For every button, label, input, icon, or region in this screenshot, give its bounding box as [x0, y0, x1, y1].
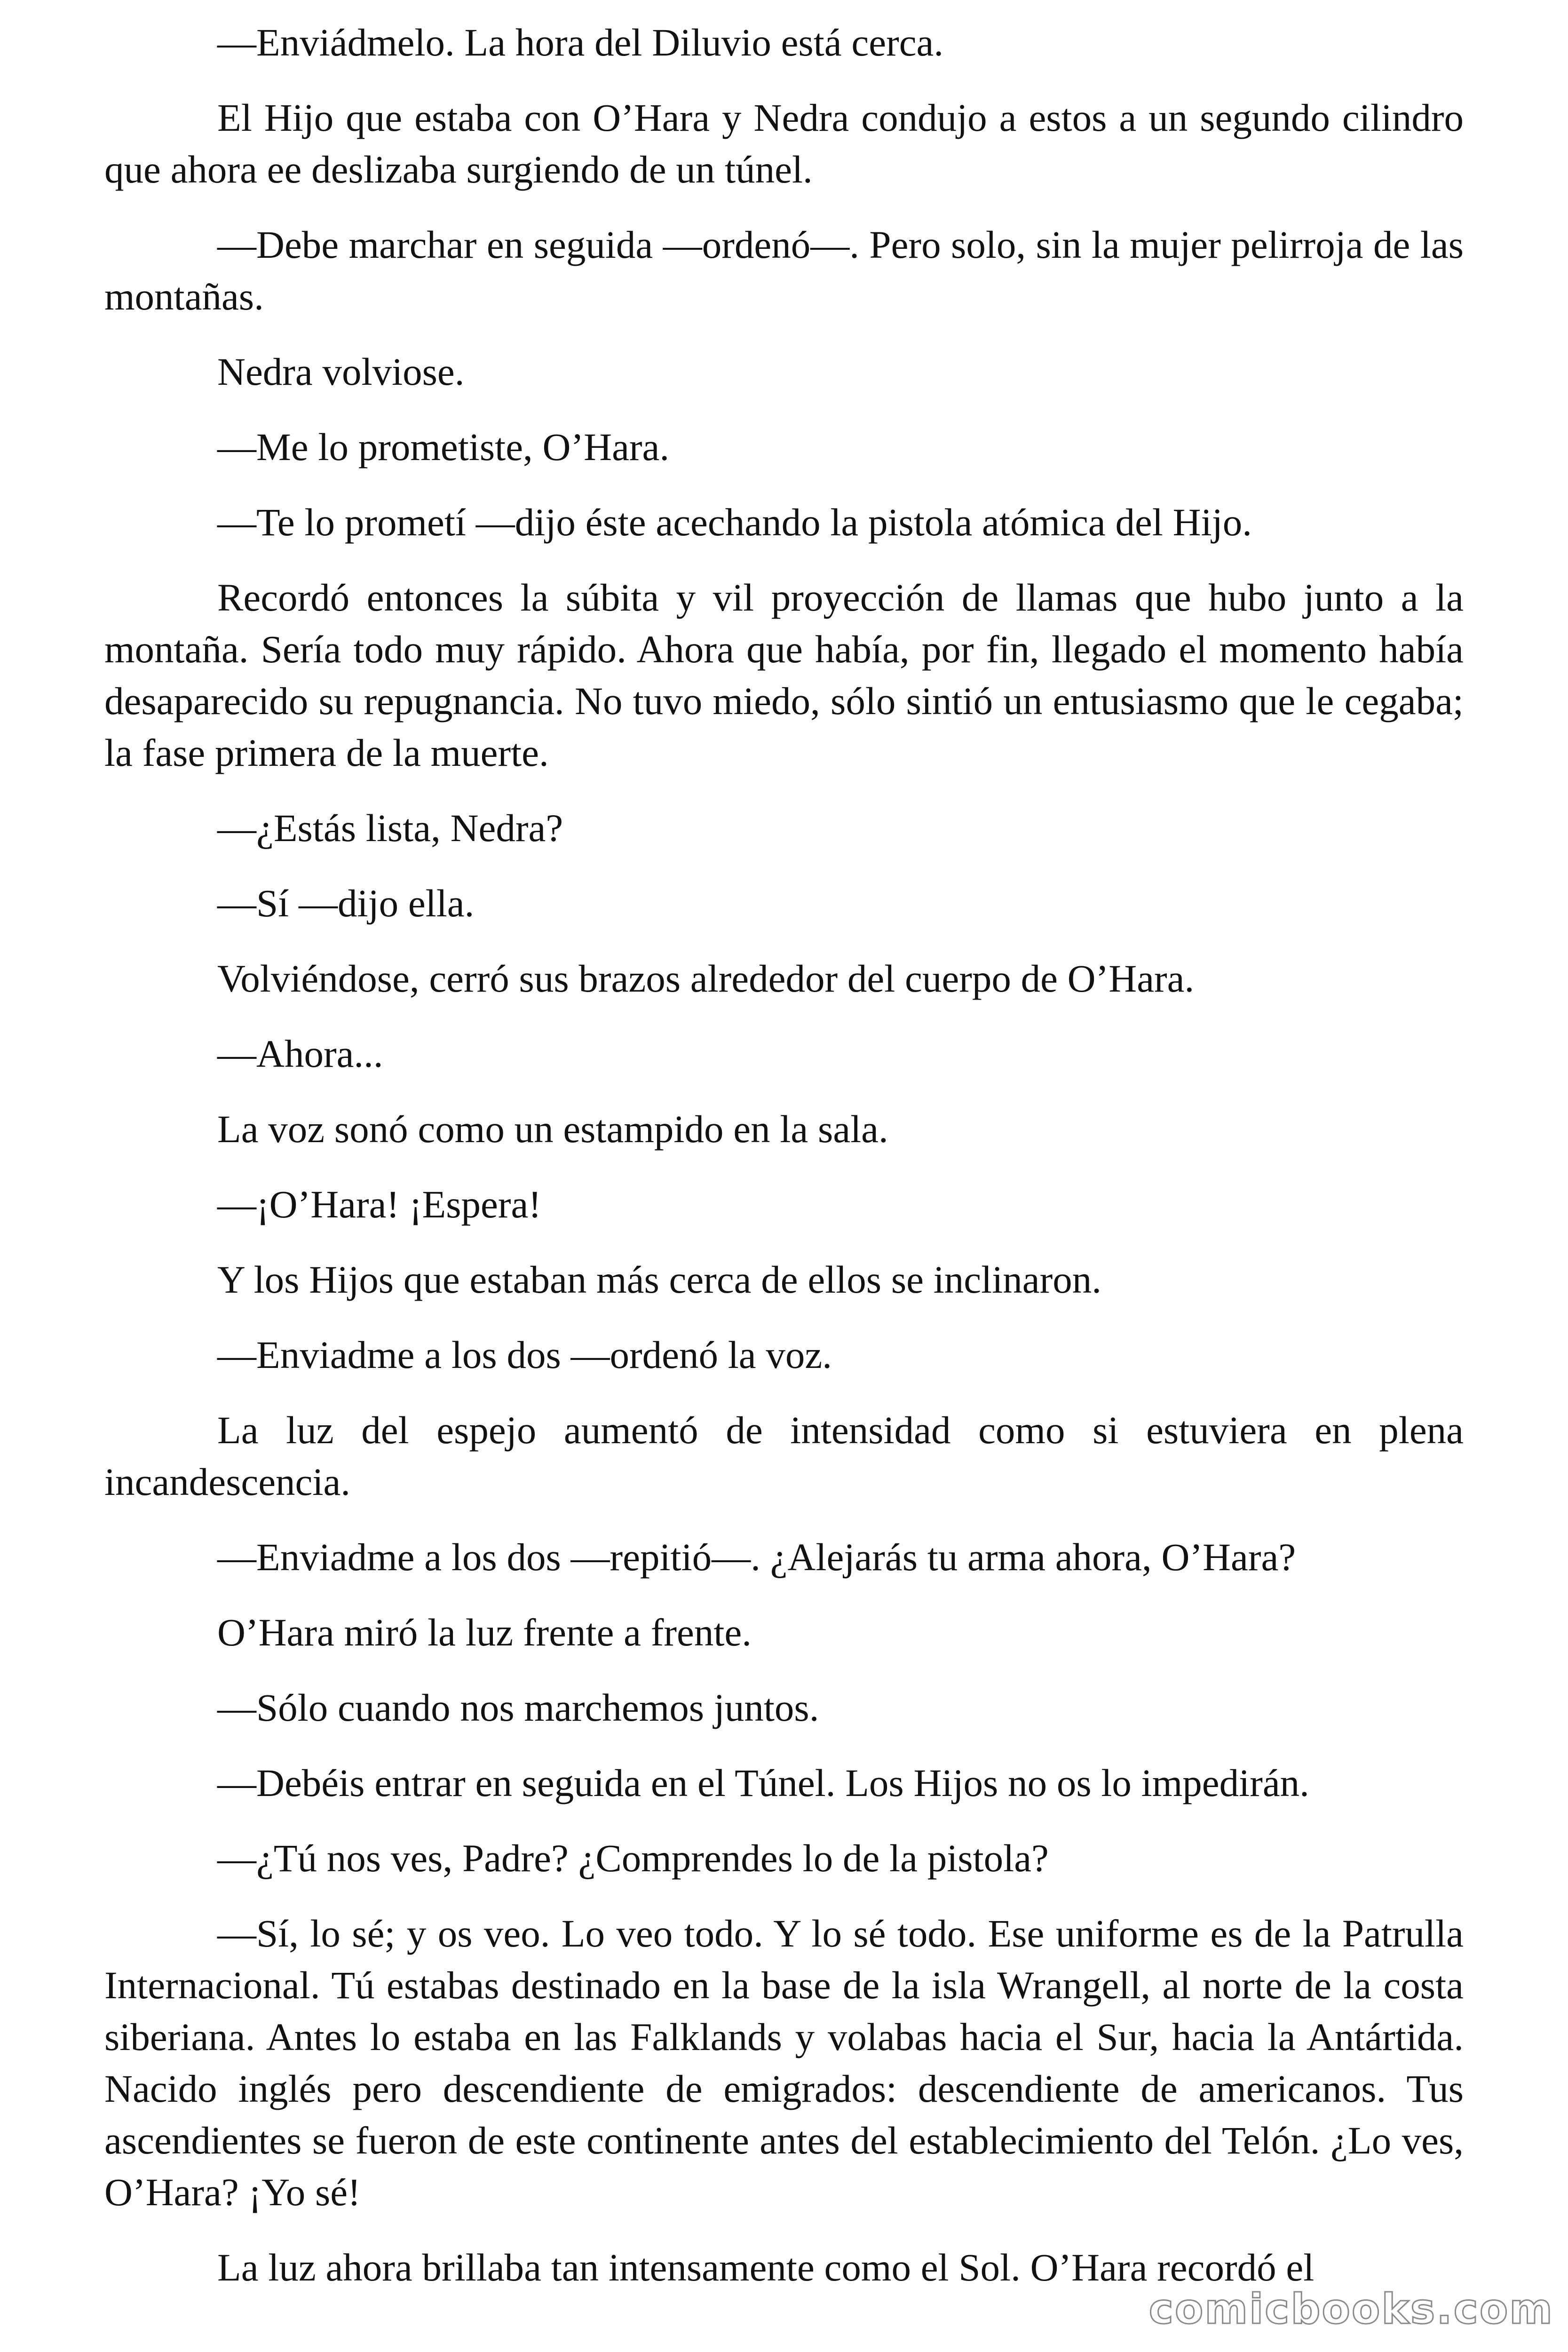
paragraph: La luz ahora brillaba tan intensamente como el Sol. O’Hara recordó el: [217, 2246, 1315, 2289]
paragraph: O’Hara miró la luz frente a frente.: [217, 1611, 752, 1654]
paragraph: Recordó entonces la súbita y vil proyección de llamas que hubo junto a la montaña. Sería todo muy rápido. Ahora que había, por fin, llegado el momento había desaparecido su repugnancia. No tuvo miedo, sólo sintió un entusiasmo que le cegaba; la fase primera de la muerte.: [104, 576, 1464, 774]
paragraph: —Enviádmelo. La hora del Diluvio está cerca.: [217, 21, 944, 64]
paragraph: —¿Tú nos ves, Padre? ¿Comprendes lo de la pistola?: [217, 1836, 1049, 1880]
paragraph: La luz del espejo aumentó de intensidad como si estuviera en plena incandescencia.: [104, 1408, 1464, 1503]
paragraph: —Te lo prometí —dijo éste acechando la pistola atómica del Hijo.: [217, 501, 1252, 544]
paragraph: El Hijo que estaba con O’Hara y Nedra condujo a estos a un segundo cilindro que ahora ee deslizaba surgiendo de un túnel.: [104, 96, 1464, 191]
paragraph: —Sólo cuando nos marchemos juntos.: [217, 1686, 819, 1729]
paragraph: —Sí, lo sé; y os veo. Lo veo todo. Y lo sé todo. Ese uniforme es de la Patrulla Internacional. Tú estabas destinado en la base de la isla Wrangell, al norte de la costa siberiana. Antes lo estaba en las Falklands y volabas hacia el Sur, hacia la Antártida. Nacido inglés pero descendiente de emigrados: descendiente de americanos. Tus ascendientes se fueron de este continente antes del establecimiento del Telón. ¿Lo ves, O’Hara? ¡Yo sé!: [104, 1912, 1464, 2214]
paragraph: —Enviadme a los dos —repitió—. ¿Alejarás tu arma ahora, O’Hara?: [217, 1535, 1296, 1579]
paragraph: —¿Estás lista, Nedra?: [217, 806, 563, 850]
paragraph: Y los Hijos que estaban más cerca de ellos se inclinaron.: [217, 1258, 1101, 1301]
paragraph: Nedra volviose.: [217, 350, 465, 393]
body-text: [104, 16, 1464, 2317]
paragraph: —Debéis entrar en seguida en el Túnel. Los Hijos no os lo impedirán.: [217, 1761, 1309, 1804]
paragraph: —Debe marchar en seguida —ordenó—. Pero solo, sin la mujer pelirroja de las montañas.: [104, 223, 1464, 318]
paragraph: —¡O’Hara! ¡Espera!: [217, 1183, 541, 1226]
paragraph: Volviéndose, cerró sus brazos alrededor del cuerpo de O’Hara.: [217, 957, 1195, 1000]
paragraph: —Me lo prometiste, O’Hara.: [217, 425, 670, 469]
watermark: comicbooks.com: [1148, 2285, 1554, 2333]
paragraph: —Sí —dijo ella.: [217, 882, 475, 925]
paragraph: —Enviadme a los dos —ordenó la voz.: [217, 1333, 832, 1376]
paragraph: —Ahora...: [217, 1032, 383, 1075]
paragraph: La voz sonó como un estampido en la sala.: [217, 1107, 888, 1151]
